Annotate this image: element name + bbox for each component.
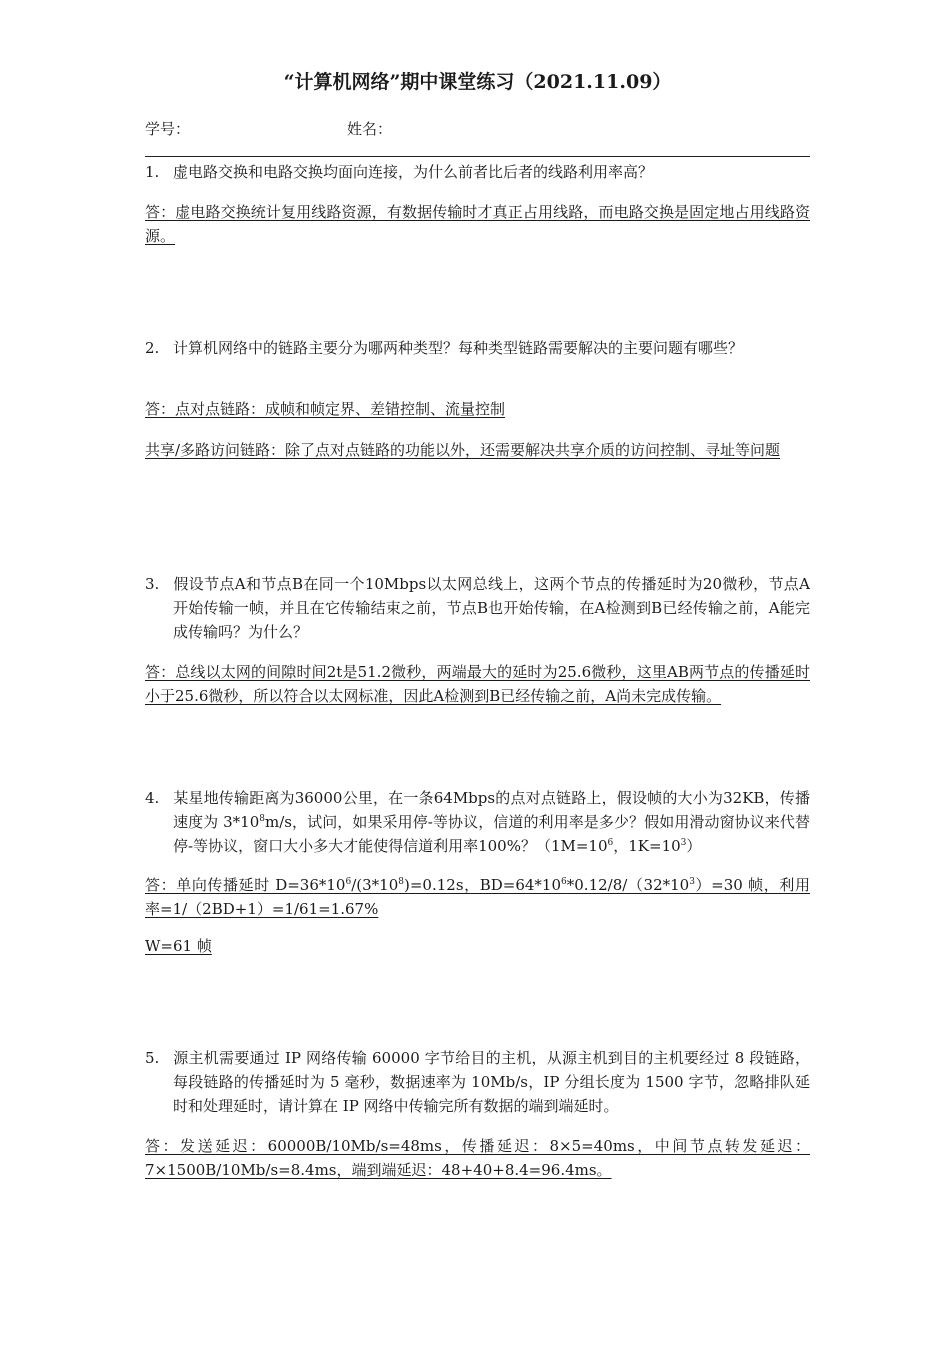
- question-number: 5.: [145, 1049, 160, 1067]
- answer-block-4: [145, 873, 810, 921]
- answer-text: 答：总线以太网的间隙时间2t是51.2微秒，两端最大的延时为25.6微秒，这里AB两节点的传播延时小于25.6微秒，所以符合以太网标准，因此A检测到B已经传输之前，A尚未完成传输。: [145, 663, 810, 705]
- answer-text: 共享/多路访问链路：除了点对点链路的功能以外，还需要解决共享介质的访问控制、寻址等问题: [145, 441, 781, 459]
- answer-text: 答：点对点链路：成帧和帧定界、差错控制、流量控制: [145, 400, 506, 418]
- student-name-label: 姓名：: [347, 120, 393, 138]
- question-block-4: [145, 786, 810, 858]
- answer-text: W=61 帧: [145, 937, 212, 955]
- question-text: 4. 某星地传输距离为36000公里，在一条64Mbps的点对点链路上，假设帧的大小为32KB，传播速度为 $3*10^8m/s$，试问，如果采用停-等协议，信道的利用率是多少？假如用滑动窗协议来代替停-等协议，窗口大小多大才能使得信道利用率100%？（$1M=10^6$，$1K=10^3$）: [145, 786, 810, 858]
- student-info-row: [145, 118, 810, 140]
- answer-block-1: [145, 200, 810, 248]
- answer-text: 答：单向传播延时 $D=36*10^6/(3*10^8)=0.12s$，$BD=64*10^6*0.12/8/(32*10^3)=30$ 帧，利用率=1/（2BD+1）=1/61=1.67%: [145, 876, 810, 918]
- answer-block-3: [145, 660, 810, 708]
- answer-text: 答：虚电路交换统计复用线路资源，有数据传输时才真正占用线路，而电路交换是固定地占用线路资源。: [145, 203, 810, 245]
- answer-block-2: [145, 397, 810, 421]
- answer-text: 答：发送延迟：60000B/10Mb/s=48ms，传播延迟：8×5=40ms，中间节点转发延迟：7×1500B/10Mb/s=8.4ms，端到端延迟：48+40+8.4=96.4ms。: [145, 1137, 810, 1179]
- question-number: 3.: [145, 575, 160, 593]
- question-block-1: [145, 160, 810, 184]
- header-divider: [145, 156, 810, 157]
- student-id-label: 学号：: [145, 120, 191, 138]
- answer-block-2b: [145, 438, 810, 462]
- document-title: “计算机网络”期中课堂练习（2021.11.09）: [283, 71, 672, 93]
- question-text: 2. 计算机网络中的链路主要分为哪两种类型？每种类型链路需要解决的主要问题有哪些？: [145, 336, 810, 360]
- question-block-2: [145, 336, 810, 360]
- question-block-3: [145, 572, 810, 644]
- question-text: 3. 假设节点A和节点B在同一个10Mbps以太网总线上，这两个节点的传播延时为20微秒，节点A开始传输一帧，并且在它传输结束之前，节点B也开始传输，在A检测到B已经传输之前，A能完成传输吗？为什么？: [145, 572, 810, 644]
- answer-block-5: [145, 1134, 810, 1182]
- question-number: 4.: [145, 789, 160, 807]
- answer-block-4b: [145, 934, 810, 958]
- question-block-5: [145, 1046, 810, 1118]
- question-text: 1. 虚电路交换和电路交换均面向连接，为什么前者比后者的线路利用率高？: [145, 160, 810, 184]
- question-number: 1.: [145, 163, 160, 181]
- question-number: 2.: [145, 339, 160, 357]
- question-text: 5. 源主机需要通过 IP 网络传输 60000 字节给目的主机，从源主机到目的主机要经过 8 段链路，每段链路的传播延时为 5 毫秒，数据速率为 10Mb/s，IP 分组长度为 1500 字节，忽略排队延时和处理延时，请计算在 IP 网络中传输完所有数据的端到端延时。: [145, 1046, 810, 1118]
